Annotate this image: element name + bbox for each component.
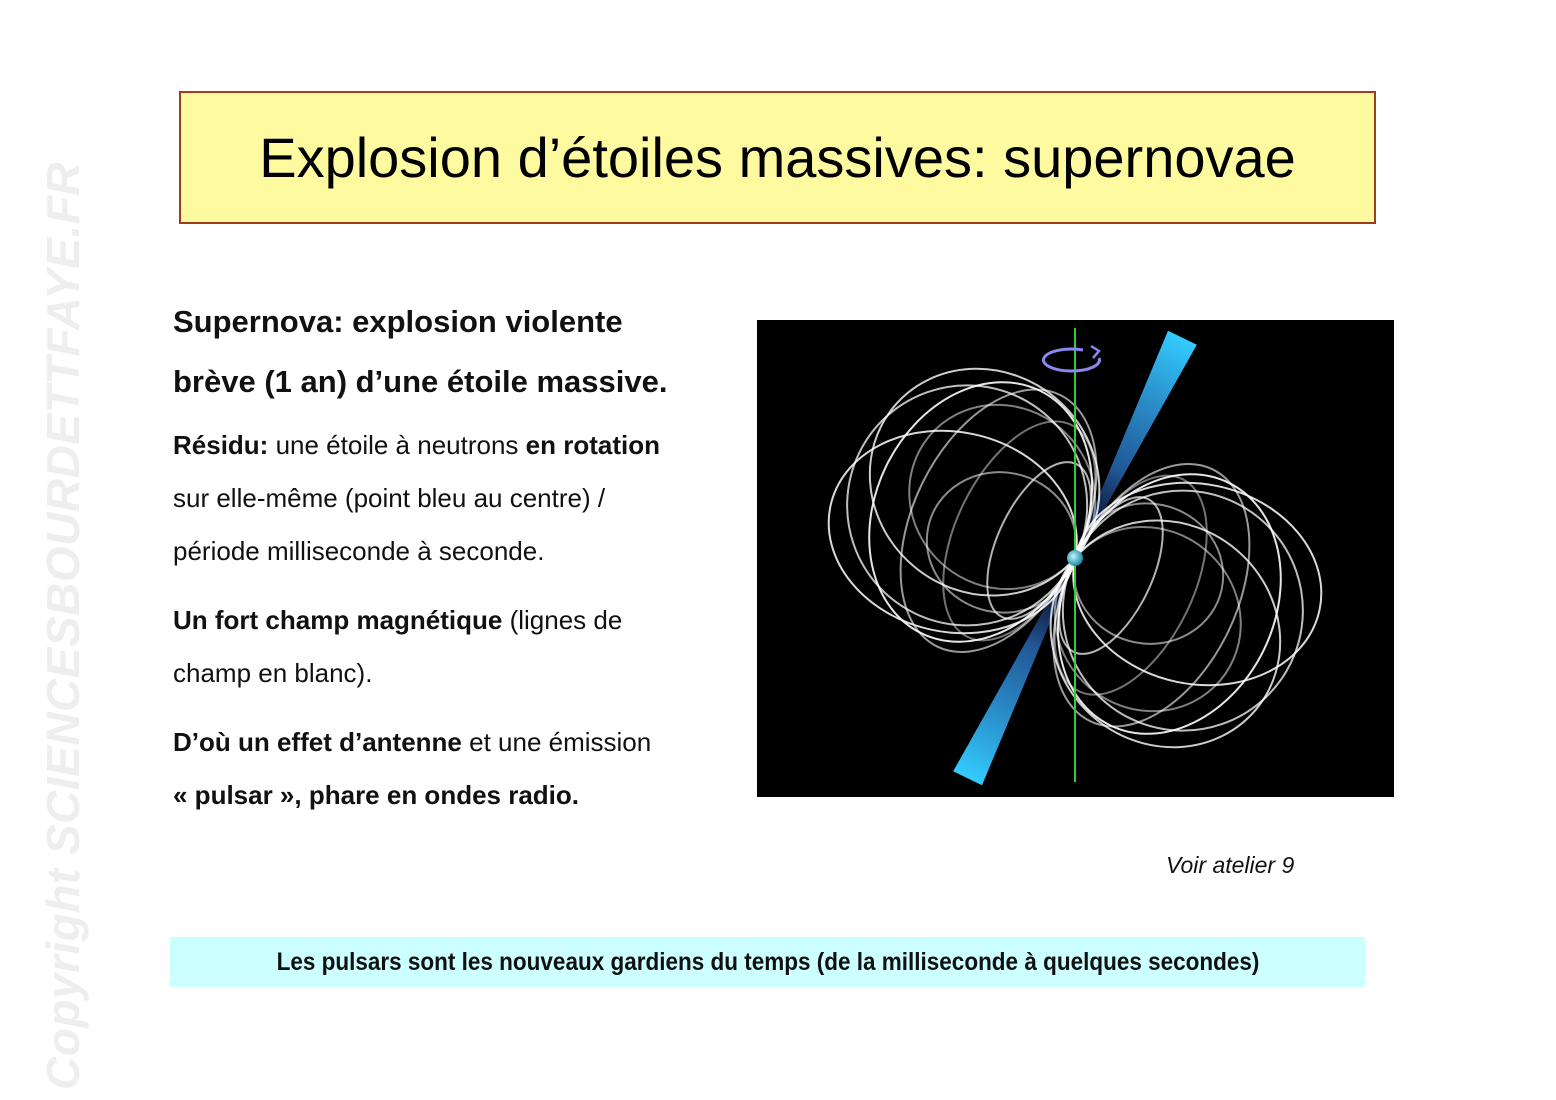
slide-title: Explosion d’étoiles massives: supernovae — [259, 126, 1296, 189]
lead-line-2: brève (1 an) d’une étoile massive. — [173, 364, 668, 399]
lead-paragraph — [173, 292, 748, 412]
pulsar-magnetic-field-diagram-icon — [757, 320, 1394, 797]
antenne-text: et une émission — [461, 727, 652, 757]
residu-paragraph — [173, 419, 748, 578]
champ-paragraph — [173, 594, 748, 700]
neutron-star — [1067, 550, 1083, 566]
antenne-bold: D’où un effet d’antenne — [173, 727, 462, 757]
text-column — [173, 292, 748, 838]
antenne-line-2: « pulsar », phare en ondes radio. — [173, 780, 580, 810]
lead-line-1: Supernova: explosion violente — [173, 304, 623, 339]
title-box — [179, 91, 1376, 224]
footer-band — [170, 937, 1365, 987]
residu-bold: en rotation — [525, 430, 660, 460]
champ-line-2: champ en blanc). — [173, 658, 373, 688]
pulsar-figure — [757, 320, 1394, 797]
residu-text: une étoile à neutrons — [268, 430, 526, 460]
footer-text: Les pulsars sont les nouveaux gardiens du temps (de la milliseconde à quelques secondes) — [276, 947, 1259, 976]
copyright-watermark: Copyright SCIENCESBOURDETTFAYE.FR — [37, 161, 89, 1090]
residu-label: Résidu: — [173, 430, 269, 460]
champ-bold: Un fort champ magnétique — [173, 605, 503, 635]
champ-text: (lignes de — [502, 605, 623, 635]
residu-line-2: sur elle-même (point bleu au centre) / — [173, 483, 606, 513]
see-atelier-note: Voir atelier 9 — [1166, 852, 1295, 878]
residu-line-3: période milliseconde à seconde. — [173, 536, 545, 566]
antenne-paragraph — [173, 716, 748, 822]
